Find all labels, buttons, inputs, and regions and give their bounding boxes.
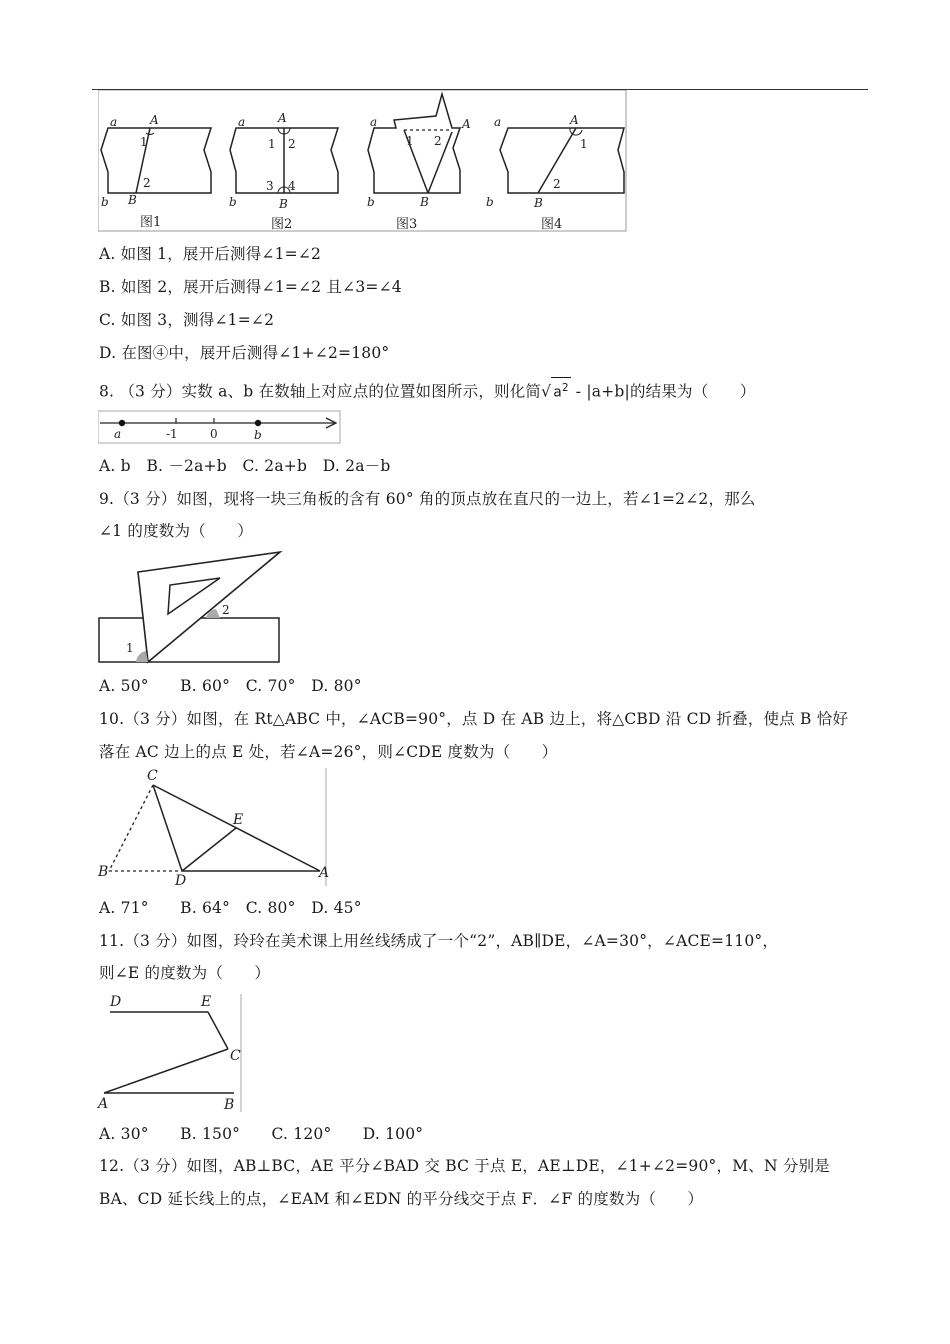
fig2-angle-4: 4 [288,179,296,193]
fig3-caption: 图3 [396,217,418,232]
axis-label-zero: 0 [210,427,218,441]
q10-figure [96,768,330,888]
fig2-angle-3: 3 [266,179,274,193]
q11-label-E: E [201,994,212,1010]
q7-option-d: D. 在图④中，展开后测得∠1+∠2=180° [99,344,390,362]
fig4-label-a: a [494,115,502,129]
q7-figures [98,90,628,232]
q10-stem-line2: 落在 AC 边上的点 E 处，若∠A=26°，则∠CDE 度数为（ ） [99,743,558,761]
fig4-angle-1: 1 [580,137,588,151]
fig2-angle-2: 2 [288,137,296,151]
q11-label-B: B [224,1097,235,1113]
q9-figure [98,548,284,664]
fig3-label-b: b [367,195,375,209]
q12-stem-line2: BA、CD 延长线上的点，∠EAM 和∠EDN 的平分线交于点 F．∠F 的度数为（ ） [99,1190,704,1208]
fig4-angle-2: 2 [553,177,561,191]
fig1-label-A: A [150,113,159,127]
fig3-angle-2: 2 [434,134,442,148]
fig3-label-B: B [420,195,429,209]
fig4-caption: 图4 [541,217,563,232]
q9-stem-line1: 9.（3 分）如图，现将一块三角板的含有 60° 角的顶点放在直尺的一边上，若∠1=2∠2，那么 [99,490,756,508]
fig2-label-A: A [278,111,287,125]
q10-label-E: E [233,812,244,828]
fig2-label-b: b [229,195,237,209]
q9-stem-line2: ∠1 的度数为（ ） [99,522,253,540]
q11-stem-line1: 11.（3 分）如图，玲玲在美术课上用丝线绣成了一个“2”，AB∥DE，∠A=30°，∠ACE=110°， [99,932,779,950]
q9-angle-2: 2 [222,603,230,617]
fig3-angle-1: 1 [406,134,414,148]
q8-exponent: 2 [561,381,569,394]
fig1-angle-2: 2 [143,176,151,190]
q11-label-A: A [98,1096,109,1112]
fig3-label-a: a [370,115,378,129]
fig1-label-a: a [110,115,118,129]
fig4-label-B: B [534,196,543,210]
q10-label-B: B [98,864,109,880]
q8-stem-before: 8. （3 分）实数 a、b 在数轴上对应点的位置如图所示，则化简 [99,382,542,401]
q8-number-line [98,410,342,444]
q8-options: A. b B. －2a+b C. 2a+b D. 2a－b [99,457,391,475]
axis-label-a: a [114,427,122,441]
q10-stem-line1: 10.（3 分）如图，在 Rt△ABC 中，∠ACB=90°，点 D 在 AB 边上，将△CBD 沿 CD 折叠，使点 B 恰好 [99,710,849,728]
fig4-label-b: b [486,195,494,209]
q7-option-a: A. 如图 1，展开后测得∠1=∠2 [99,245,322,263]
fig2-label-B: B [279,197,288,211]
q11-label-D: D [110,994,122,1010]
q7-option-b: B. 如图 2，展开后测得∠1=∠2 且∠3=∠4 [99,278,402,296]
fig2-label-a: a [238,115,246,129]
q8-sqrt: √ $a^2$ [541,377,571,403]
fig1-caption: 图1 [140,215,162,230]
q9-options: A. 50° B. 60° C. 70° D. 80° [99,677,362,695]
q8-stem [99,377,756,403]
fig1-angle-1: 1 [140,135,148,149]
axis-label-b: b [254,428,262,442]
q11-figure [96,992,246,1114]
q11-options: A. 30° B. 150° C. 120° D. 100° [99,1125,424,1143]
q7-option-c: C. 如图 3，测得∠1=∠2 [99,311,275,329]
q11-label-C: C [230,1048,241,1064]
fig4-label-A: A [570,113,579,127]
fig3-label-A: A [462,117,471,131]
q10-options: A. 71° B. 64° C. 80° D. 45° [99,899,362,917]
q10-label-D: D [175,873,187,888]
q8-stem-after: - |a+b|的结果为（ ） [570,382,756,401]
fig2-caption: 图2 [271,217,293,232]
fig1-label-B: B [128,193,137,207]
q9-angle-1: 1 [126,641,134,655]
axis-label-minus1: -1 [166,427,178,441]
q10-label-A: A [319,865,330,881]
q11-stem-line2: 则∠E 的度数为（ ） [99,964,271,982]
q10-label-C: C [147,768,158,784]
q12-stem-line1: 12.（3 分）如图，AB⊥BC，AE 平分∠BAD 交 BC 于点 E，AE⊥DE，∠1+∠2=90°，M、N 分别是 [99,1157,830,1175]
q8-radicand: a [553,384,562,401]
fig1-label-b: b [101,195,109,209]
fig2-angle-1: 1 [268,137,276,151]
